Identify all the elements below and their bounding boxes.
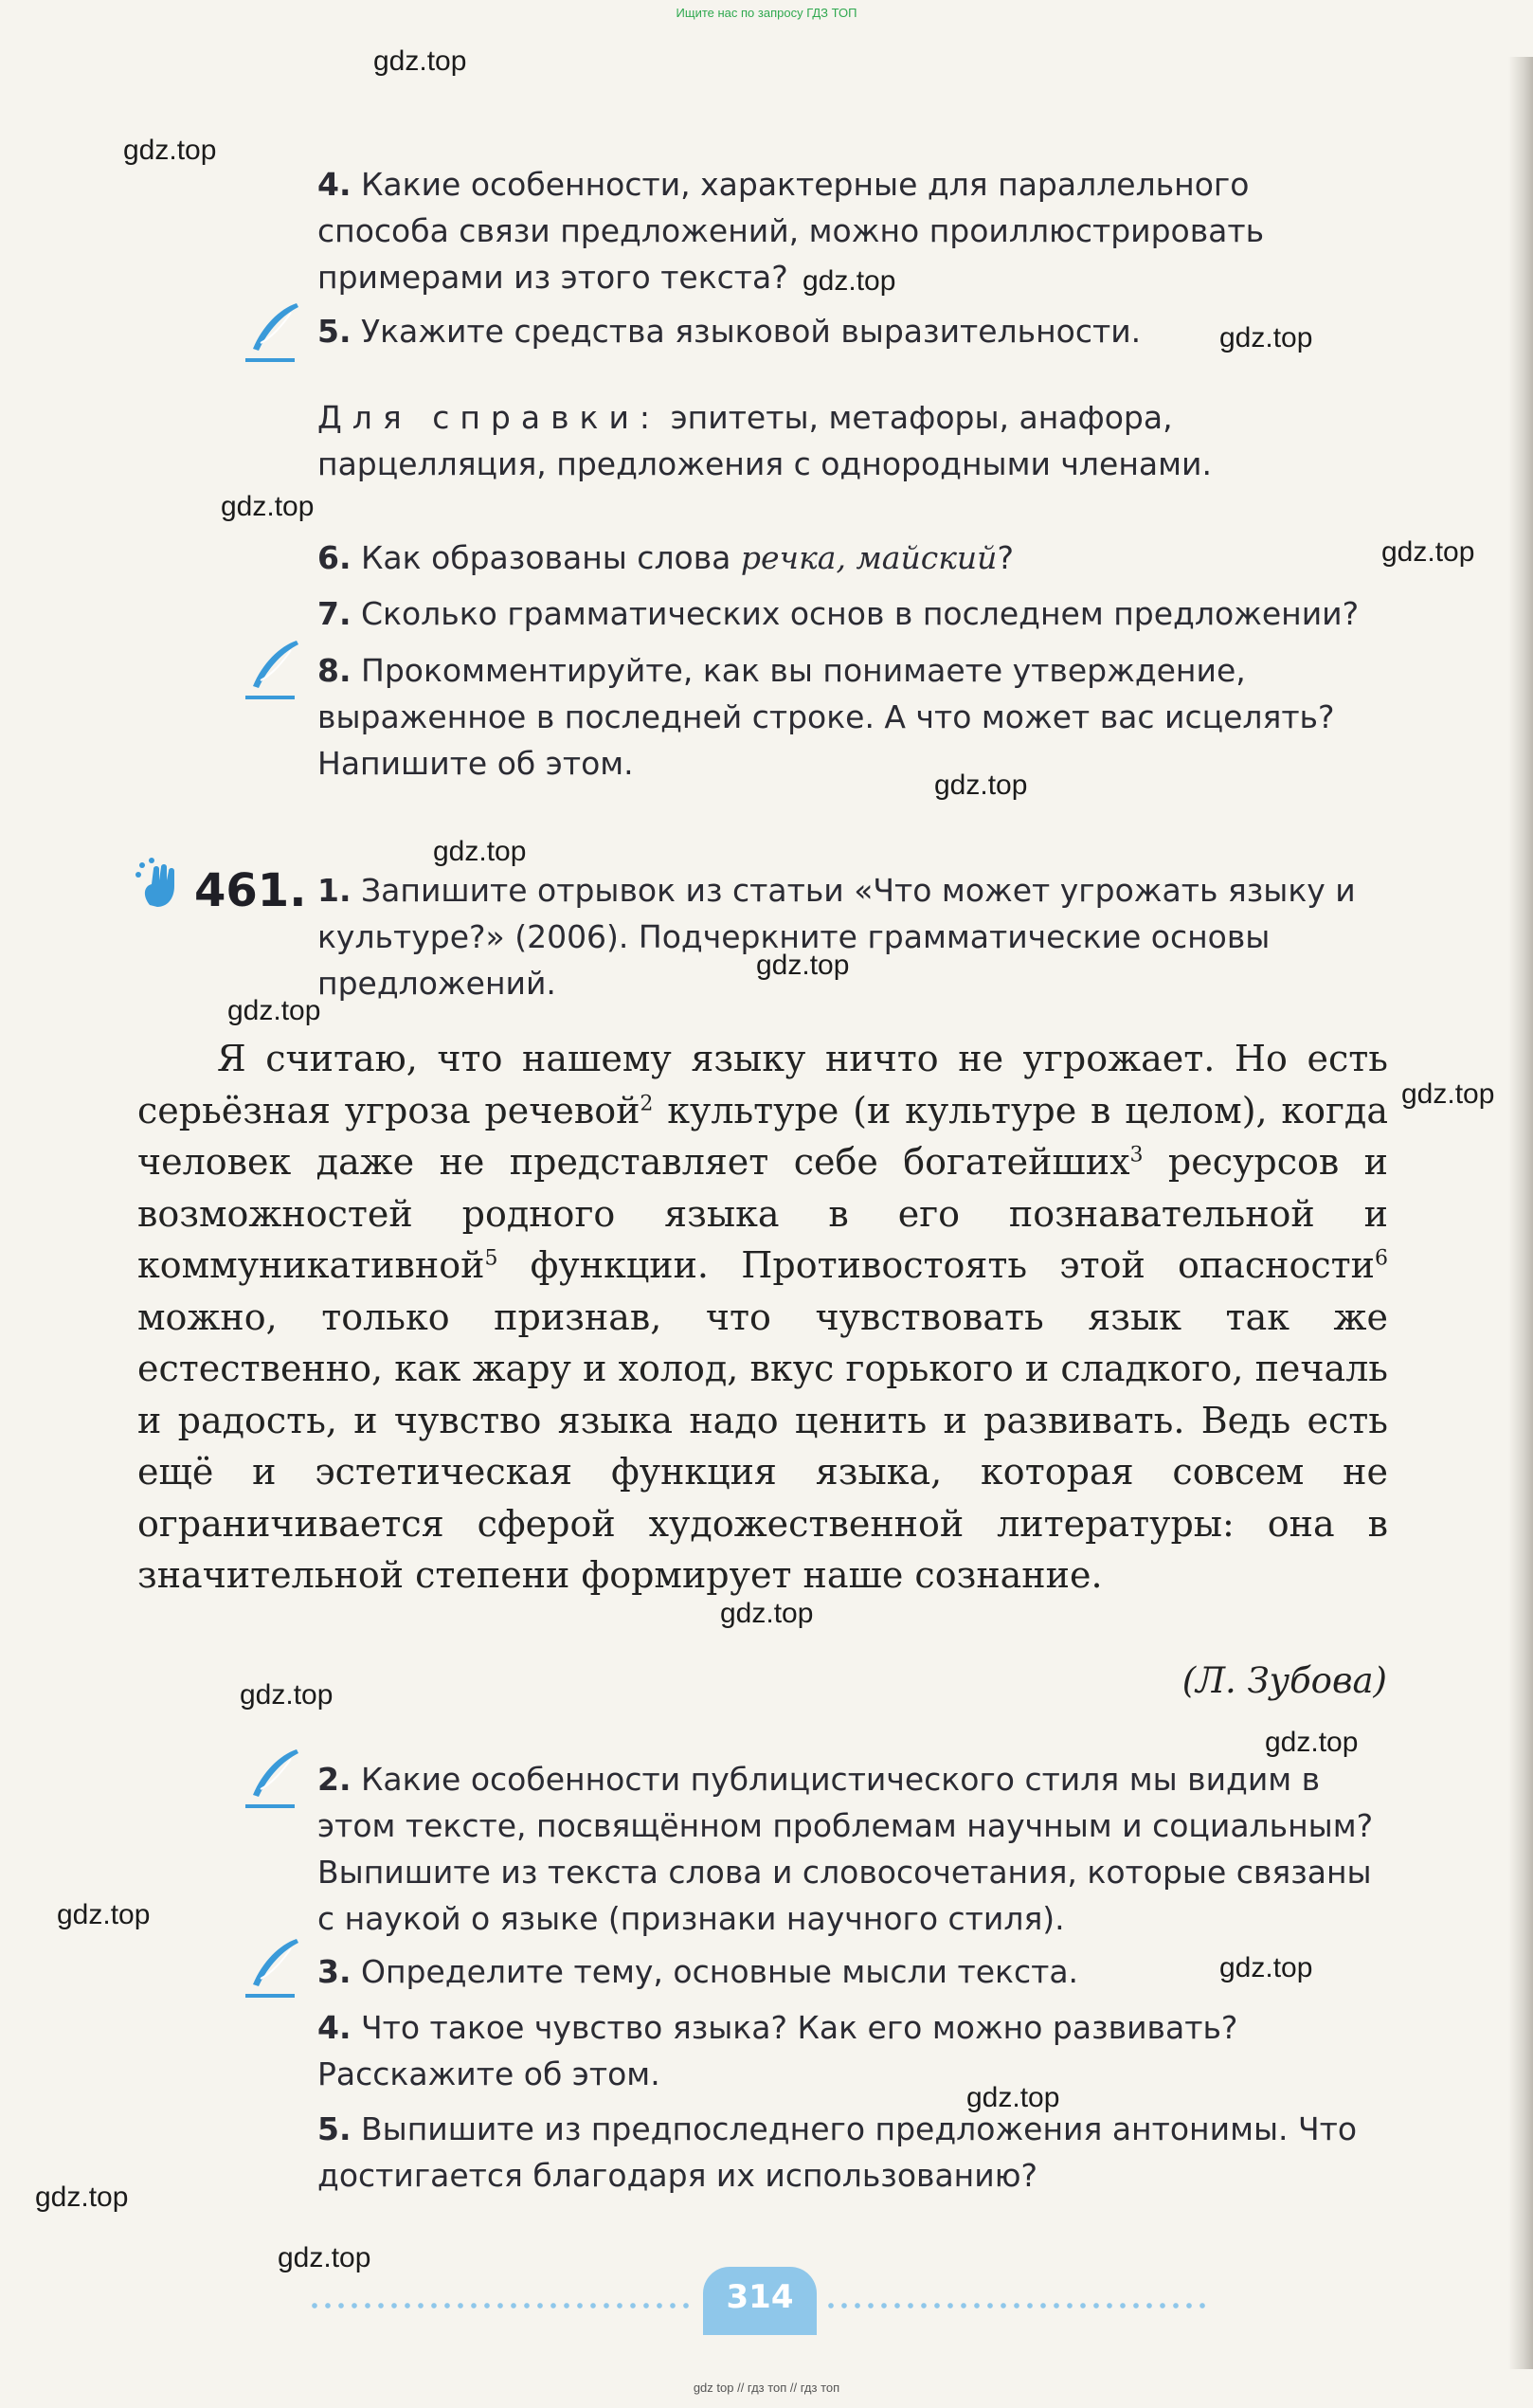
passage-part: культуре (и культуре в целом), когда человек даже не представляет себе богатейших [137, 1089, 1388, 1183]
question-text: Укажите средства языковой выразительности. [361, 313, 1142, 350]
question-6 [317, 534, 1388, 581]
question-7 [317, 590, 1388, 637]
footnote-mark: 5 [484, 1246, 498, 1271]
question-text: Как образованы слова [361, 539, 741, 576]
question-number: 7. [317, 595, 352, 632]
page-number: 314 [726, 2278, 794, 2316]
reference-note [317, 394, 1388, 487]
pen-icon [242, 1746, 302, 1812]
watermark: gdz.top [934, 769, 1028, 801]
watermark: gdz.top [57, 1899, 151, 1930]
exercise-number: 461. [194, 864, 307, 917]
question-number: 8. [317, 652, 352, 689]
question-number: 4. [317, 2009, 352, 2046]
question-number: 2. [317, 1761, 352, 1798]
watermark: gdz.top [1381, 536, 1475, 568]
footer-note[interactable]: gdz top // гдз топ // гдз топ [693, 2381, 840, 2395]
watermark: gdz.top [433, 836, 527, 867]
watermark: gdz.top [373, 45, 467, 77]
watermark: gdz.top [803, 265, 896, 297]
exercise-task [317, 867, 1388, 1006]
question-text: Какие особенности публицистического стиля мы видим в этом тексте, посвящённом проблемам научным и социальным? Выпишите из текста слова и словосочетания, которые связаны с наукой о языке (признаки научного стиля). [317, 1761, 1374, 1937]
passage-part: Я считаю, что нашему языку ничто не угрожает. Но есть серьёзная угроза речевой [137, 1038, 1388, 1132]
hand-icon [133, 858, 188, 913]
question-8 [317, 647, 1388, 787]
watermark: gdz.top [756, 950, 850, 981]
watermark: gdz.top [720, 1598, 814, 1629]
passage-part: функции. Противостоять этой опасности [497, 1244, 1375, 1286]
question-text: Определите тему, основные мысли текста. [361, 1953, 1079, 1990]
question-text-end: ? [997, 539, 1014, 576]
question-number: 1. [317, 872, 352, 909]
exercise-question-5 [317, 2106, 1388, 2199]
pen-icon [242, 1935, 302, 2001]
watermark: gdz.top [227, 995, 321, 1026]
question-number: 4. [317, 166, 352, 203]
passage-text [137, 1033, 1388, 1602]
question-number: 3. [317, 1953, 352, 1990]
question-text: Запишите отрывок из статьи «Что может угрожать языку и культуре?» (2006). Подчеркните грамматические основы предложений. [317, 872, 1356, 1002]
passage-part: можно, только признав, что чувствовать язык так же естественно, как жару и холод, вкус горького и сладкого, печаль и радость, и чувство языка надо ценить и развивать. Ведь есть ещё и эстетическая функция языка, которая совсем не ограничивается сферой художественной литературы: она в значительной степени формирует наше сознание. [137, 1295, 1388, 1596]
watermark: gdz.top [1265, 1727, 1359, 1758]
question-text: Что такое чувство языка? Как его можно развивать? Расскажите об этом. [317, 2009, 1238, 2092]
watermark: gdz.top [1219, 322, 1313, 353]
watermark: gdz.top [240, 1679, 334, 1711]
pen-icon [242, 299, 302, 366]
footnote-mark: 6 [1375, 1246, 1388, 1271]
exercise-question-4 [317, 2004, 1388, 2097]
watermark: gdz.top [221, 491, 315, 522]
header-note[interactable]: Ищите нас по запросу ГДЗ ТОП [676, 6, 857, 20]
question-text: Сколько грамматических основ в последнем предложении? [361, 595, 1360, 632]
question-text: Прокомментируйте, как вы понимаете утверждение, выраженное в последней строке. А что может вас исцелять? Напишите об этом. [317, 652, 1335, 782]
reference-text: эпитеты, метафоры, анафора, парцелляция, предложения с однородными членами. [317, 399, 1212, 482]
footnote-mark: 3 [1129, 1143, 1144, 1168]
question-number: 6. [317, 539, 352, 576]
watermark: gdz.top [278, 2242, 371, 2273]
watermark: gdz.top [1401, 1078, 1495, 1110]
exercise-question-2 [317, 1756, 1388, 1942]
reference-label: Для справки: [317, 399, 661, 436]
passage-author: (Л. Зубова) [1181, 1660, 1387, 1701]
pen-icon [242, 637, 302, 703]
page-edge-shadow [1508, 57, 1533, 2369]
watermark: gdz.top [35, 2182, 129, 2213]
question-text: Какие особенности, характерные для параллельного способа связи предложений, можно проиллюстрировать примерами из этого текста? [317, 166, 1265, 296]
footer-dots-left [308, 2303, 696, 2308]
passage-part: ресурсов и возможностей родного языка в его познавательной и коммуникативной [137, 1141, 1388, 1286]
italic-words: речка, майский [740, 539, 998, 576]
watermark: gdz.top [123, 135, 217, 166]
question-number: 5. [317, 313, 352, 350]
watermark: gdz.top [966, 2082, 1060, 2113]
question-number: 5. [317, 2110, 352, 2147]
question-text: Выпишите из предпоследнего предложения антонимы. Что достигается благодаря их использованию? [317, 2110, 1358, 2194]
footer-dots-right [824, 2303, 1213, 2308]
footnote-mark: 2 [640, 1091, 654, 1115]
watermark: gdz.top [1219, 1952, 1313, 1983]
